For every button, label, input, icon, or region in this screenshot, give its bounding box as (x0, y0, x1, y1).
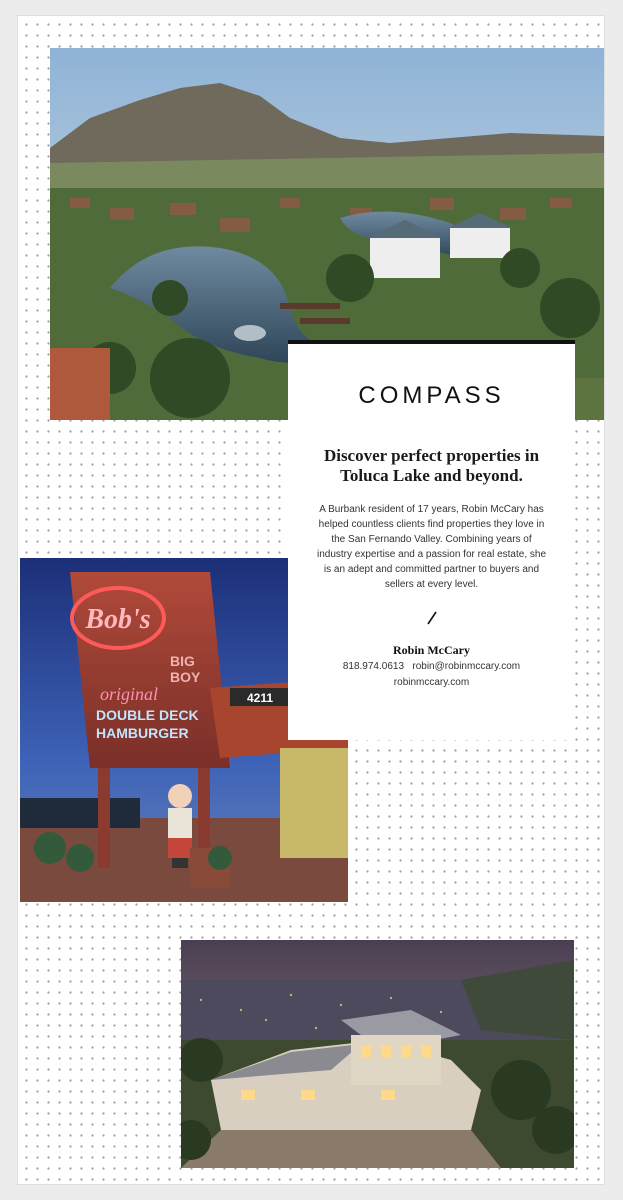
compass-logo: COMPASS (358, 382, 505, 409)
sign-hamburger: HAMBURGER (96, 725, 189, 741)
ad-page (18, 16, 604, 1184)
agent-info-card (288, 340, 575, 740)
sign-big: BIG (170, 653, 195, 669)
sign-bobs-logo: Bob's (85, 604, 151, 635)
address-number: 4211 (246, 691, 274, 705)
sign-original: original (100, 684, 159, 704)
agent-email[interactable]: robin@robinmccary.com (412, 661, 521, 672)
contact-line (288, 660, 575, 674)
sign-boy: BOY (170, 669, 201, 685)
headline: Discover perfect properties in Toluca Lake and beyond. (323, 446, 540, 485)
sign-double-deck: DOUBLE DECK (96, 707, 199, 723)
agent-name: Robin McCary (393, 643, 470, 657)
big-boy-statue (168, 784, 192, 868)
agent-phone[interactable]: 818.974.0613 (342, 661, 405, 672)
agent-bio: A Burbank resident of 17 years, Robin McCary has helped countless clients find properties they love in the San Fernando Valley. Combining years of industry expertise and a passion for real estate, she is an adept and committed partner to buyers and sellers at every level. (316, 504, 547, 590)
hillside-house-photo (181, 940, 574, 1168)
slash-divider-icon (424, 610, 440, 626)
agent-website[interactable]: robinmccary.com (393, 677, 470, 688)
